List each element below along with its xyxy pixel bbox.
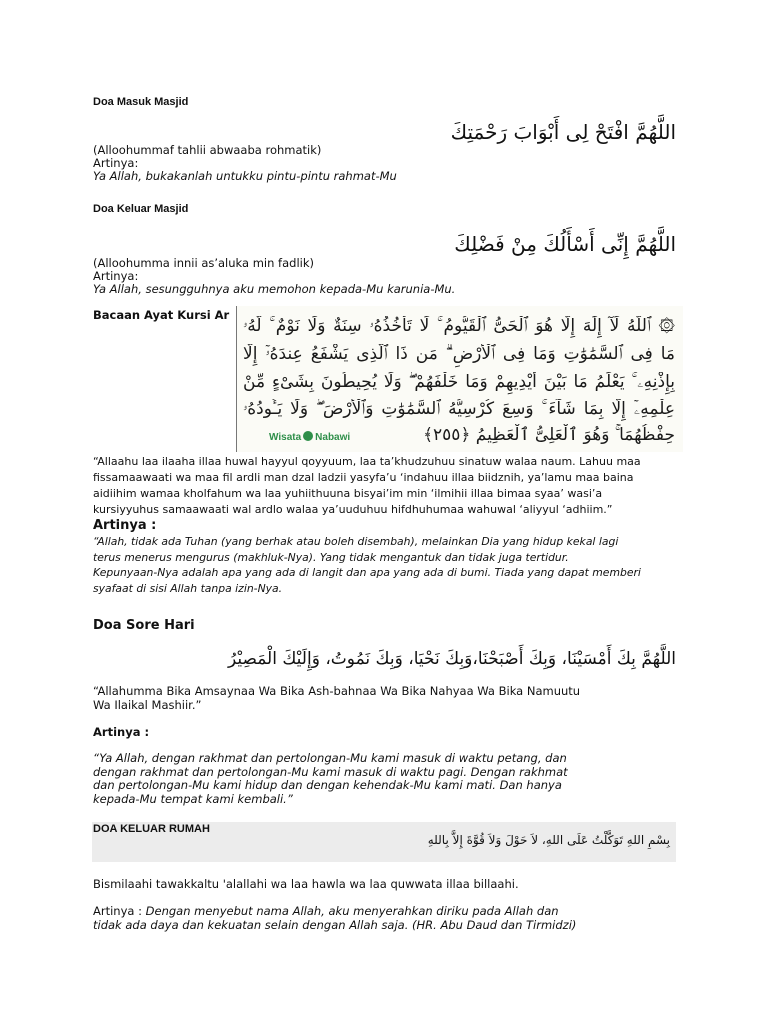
ayat-kursi-image: [236, 306, 683, 452]
meaning-line: tidak ada daya dan kekuatan selain dengan Allah saja. (HR. Abu Daud dan Tirmidzi): [93, 917, 577, 932]
latin-line: kursiyyuhus samaawaati wal ardlo walaa ya’uuduhuu hifdhuhumaa wahuwal ‘aliyyul ‘adhiim.”: [93, 503, 613, 516]
heading-doa-keluar-masjid: Doa Keluar Masjid: [93, 203, 189, 215]
quran-line: بِإِذْنِهِۦ ۚ يَعْلَمُ مَا بَيْنَ أَيْدِيهِمْ وَمَا خَلْفَهُمْ ۖ وَلَا يُحِيطُونَ بِشَىْءٍ مِّنْ: [243, 372, 675, 392]
latin-text: (Alloohumma innii as’aluka min fadlik): [93, 256, 314, 270]
meaning-line: dengan rakhmat dan pertolongan-Mu kami masuk di waktu pagi. Dengan rakhmat: [93, 764, 568, 779]
arabic-doa-masuk: اللَّهُمَّ افْتَحْ لِى أَبْوَابَ رَحْمَتِكَ: [450, 120, 676, 144]
heading-doa-sore: Doa Sore Hari: [93, 618, 195, 633]
artinya-label: Artinya :: [93, 904, 142, 918]
heading-ayat-kursi: Bacaan Ayat Kursi Ar: [93, 308, 230, 322]
meaning-line: dan pertolongan-Mu kami hidup dan dengan kehendak-Mu kami mati. Dan hanya: [93, 778, 562, 792]
meaning-line: “Ya Allah, dengan rakhmat dan pertolongan-Mu kami masuk di waktu petang, dan: [93, 751, 567, 765]
arabic-doa-sore: اللَّهُمَّ بِكَ أَمْسَيْنَا، وَبِكَ أَصْبَحْنَا،وَبِكَ نَحْيَا، وَبِكَ نَمُوتُ، وَإِلَيْكَ الْمَصِيْرُ: [227, 649, 676, 669]
meaning-line: “Allah, tidak ada Tuhan (yang berhak atau boleh disembah), melainkan Dia yang hidup kekal lagi: [93, 535, 619, 548]
latin-doa-masuk: [93, 144, 397, 183]
latin-text: (Alloohummaf tahlii abwaaba rohmatik): [93, 143, 322, 157]
quran-line: حِفْظُهُمَا ۚ وَهُوَ ٱلْعَلِىُّ ٱلْعَظِيمُ ﴿٢٥٥﴾: [423, 425, 675, 445]
quran-line: مَا فِى ٱلسَّمَٰوَٰتِ وَمَا فِى ٱلْأَرْضِ ۗ مَن ذَا ٱلَّذِى يَشْفَعُ عِندَهُۥٓ إِلَّا: [243, 344, 675, 364]
watermark-logo: [269, 431, 350, 443]
meaning-doa-sore: [93, 752, 568, 806]
heading-doa-masuk-masjid: Doa Masuk Masjid: [93, 96, 189, 108]
latin-line: Wa Ilaikal Mashiir.”: [93, 697, 202, 712]
meaning-ayat-kursi: [93, 534, 641, 596]
meaning-line: terus menerus mengurus (makhluk-Nya). Yang tidak mengantuk dan tidak juga tertidur.: [93, 550, 569, 564]
watermark-right: Nabawi: [315, 432, 351, 443]
watermark-left: Wisata: [269, 432, 302, 443]
quran-line: عِلْمِهِۦٓ إِلَّا بِمَا شَآءَ ۚ وَسِعَ كُرْسِيُّهُ ٱلسَّمَٰوَٰتِ وَٱلْأَرْضَ ۖ وَلَا يَـُٔودُهُۥ: [243, 399, 675, 419]
quran-line: ۞ ٱللَّهُ لَآ إِلَٰهَ إِلَّا هُوَ ٱلْحَىُّ ٱلْقَيُّومُ ۚ لَا تَأْخُذُهُۥ سِنَةٌ وَلَا نَوْمٌ ۚ لَّهُۥ: [243, 316, 675, 336]
artinya-label: Artinya:: [93, 269, 139, 283]
latin-line: “Allaahu laa ilaaha illaa huwal hayyul qoyyuum, laa ta’khudzuhuu sinatuw walaa naum. Lahuu maa: [93, 455, 641, 468]
arabic-doa-keluar-masjid: اللَّهُمَّ إِنِّى أَسْأَلُكَ مِنْ فَضْلِكَ: [454, 232, 676, 256]
meaning-line: [93, 905, 576, 919]
meaning-text: Ya Allah, bukakanlah untukku pintu-pintu rahmat-Mu: [93, 169, 397, 183]
artinya-doa-sore-label: Artinya :: [93, 725, 150, 739]
meaning-line: kepada-Mu tempat kami kembali.”: [93, 791, 293, 806]
latin-line: fissamaawaati wa maa fil ardli man dzal ladzii yasyfa’u ‘indahuu illaa biidznih, ya’lamu maa baina: [93, 471, 634, 484]
arabic-doa-keluar-rumah: بِسْمِ اللهِ تَوَكَّلْتُ عَلَى اللهِ، لاَ حَوْلَ وَلاَ قُوَّةَ إِلاَّ بِاللهِ: [427, 833, 670, 847]
meaning-line: syafaat di sisi Allah tanpa izin-Nya.: [93, 581, 283, 595]
artinya-ayat-kursi-label: Artinya :: [93, 518, 157, 533]
meaning-line: Kepunyaan-Nya adalah apa yang ada di langit dan apa yang ada di bumi. Tiada yang dapat memberi: [93, 566, 641, 579]
meaning-text: Ya Allah, sesungguhnya aku memohon kepada-Mu karunia-Mu.: [93, 282, 456, 296]
heading-doa-keluar-rumah: DOA KELUAR RUMAH: [93, 823, 210, 835]
latin-ayat-kursi: [93, 454, 641, 518]
artinya-label: Artinya:: [93, 156, 139, 170]
latin-line: “Allahumma Bika Amsaynaa Wa Bika Ash-bahnaa Wa Bika Nahyaa Wa Bika Namuutu: [93, 684, 581, 698]
latin-doa-keluar-rumah: Bismilaahi tawakkaltu 'alallahi wa laa hawla wa laa quwwata illaa billaahi.: [93, 877, 519, 891]
latin-doa-keluar-masjid: [93, 257, 455, 296]
latin-doa-sore: [93, 685, 580, 712]
meaning-text: Dengan menyebut nama Allah, aku menyerahkan diriku pada Allah dan: [145, 904, 559, 918]
latin-line: aidiihim wamaa kholfahum wa laa yuhiithuuna bisyai’im min ‘ilmihii illaa bimaa syaa’ wasi’a: [93, 487, 603, 500]
logo-icon: [303, 431, 313, 441]
meaning-doa-keluar-rumah: [93, 905, 576, 932]
